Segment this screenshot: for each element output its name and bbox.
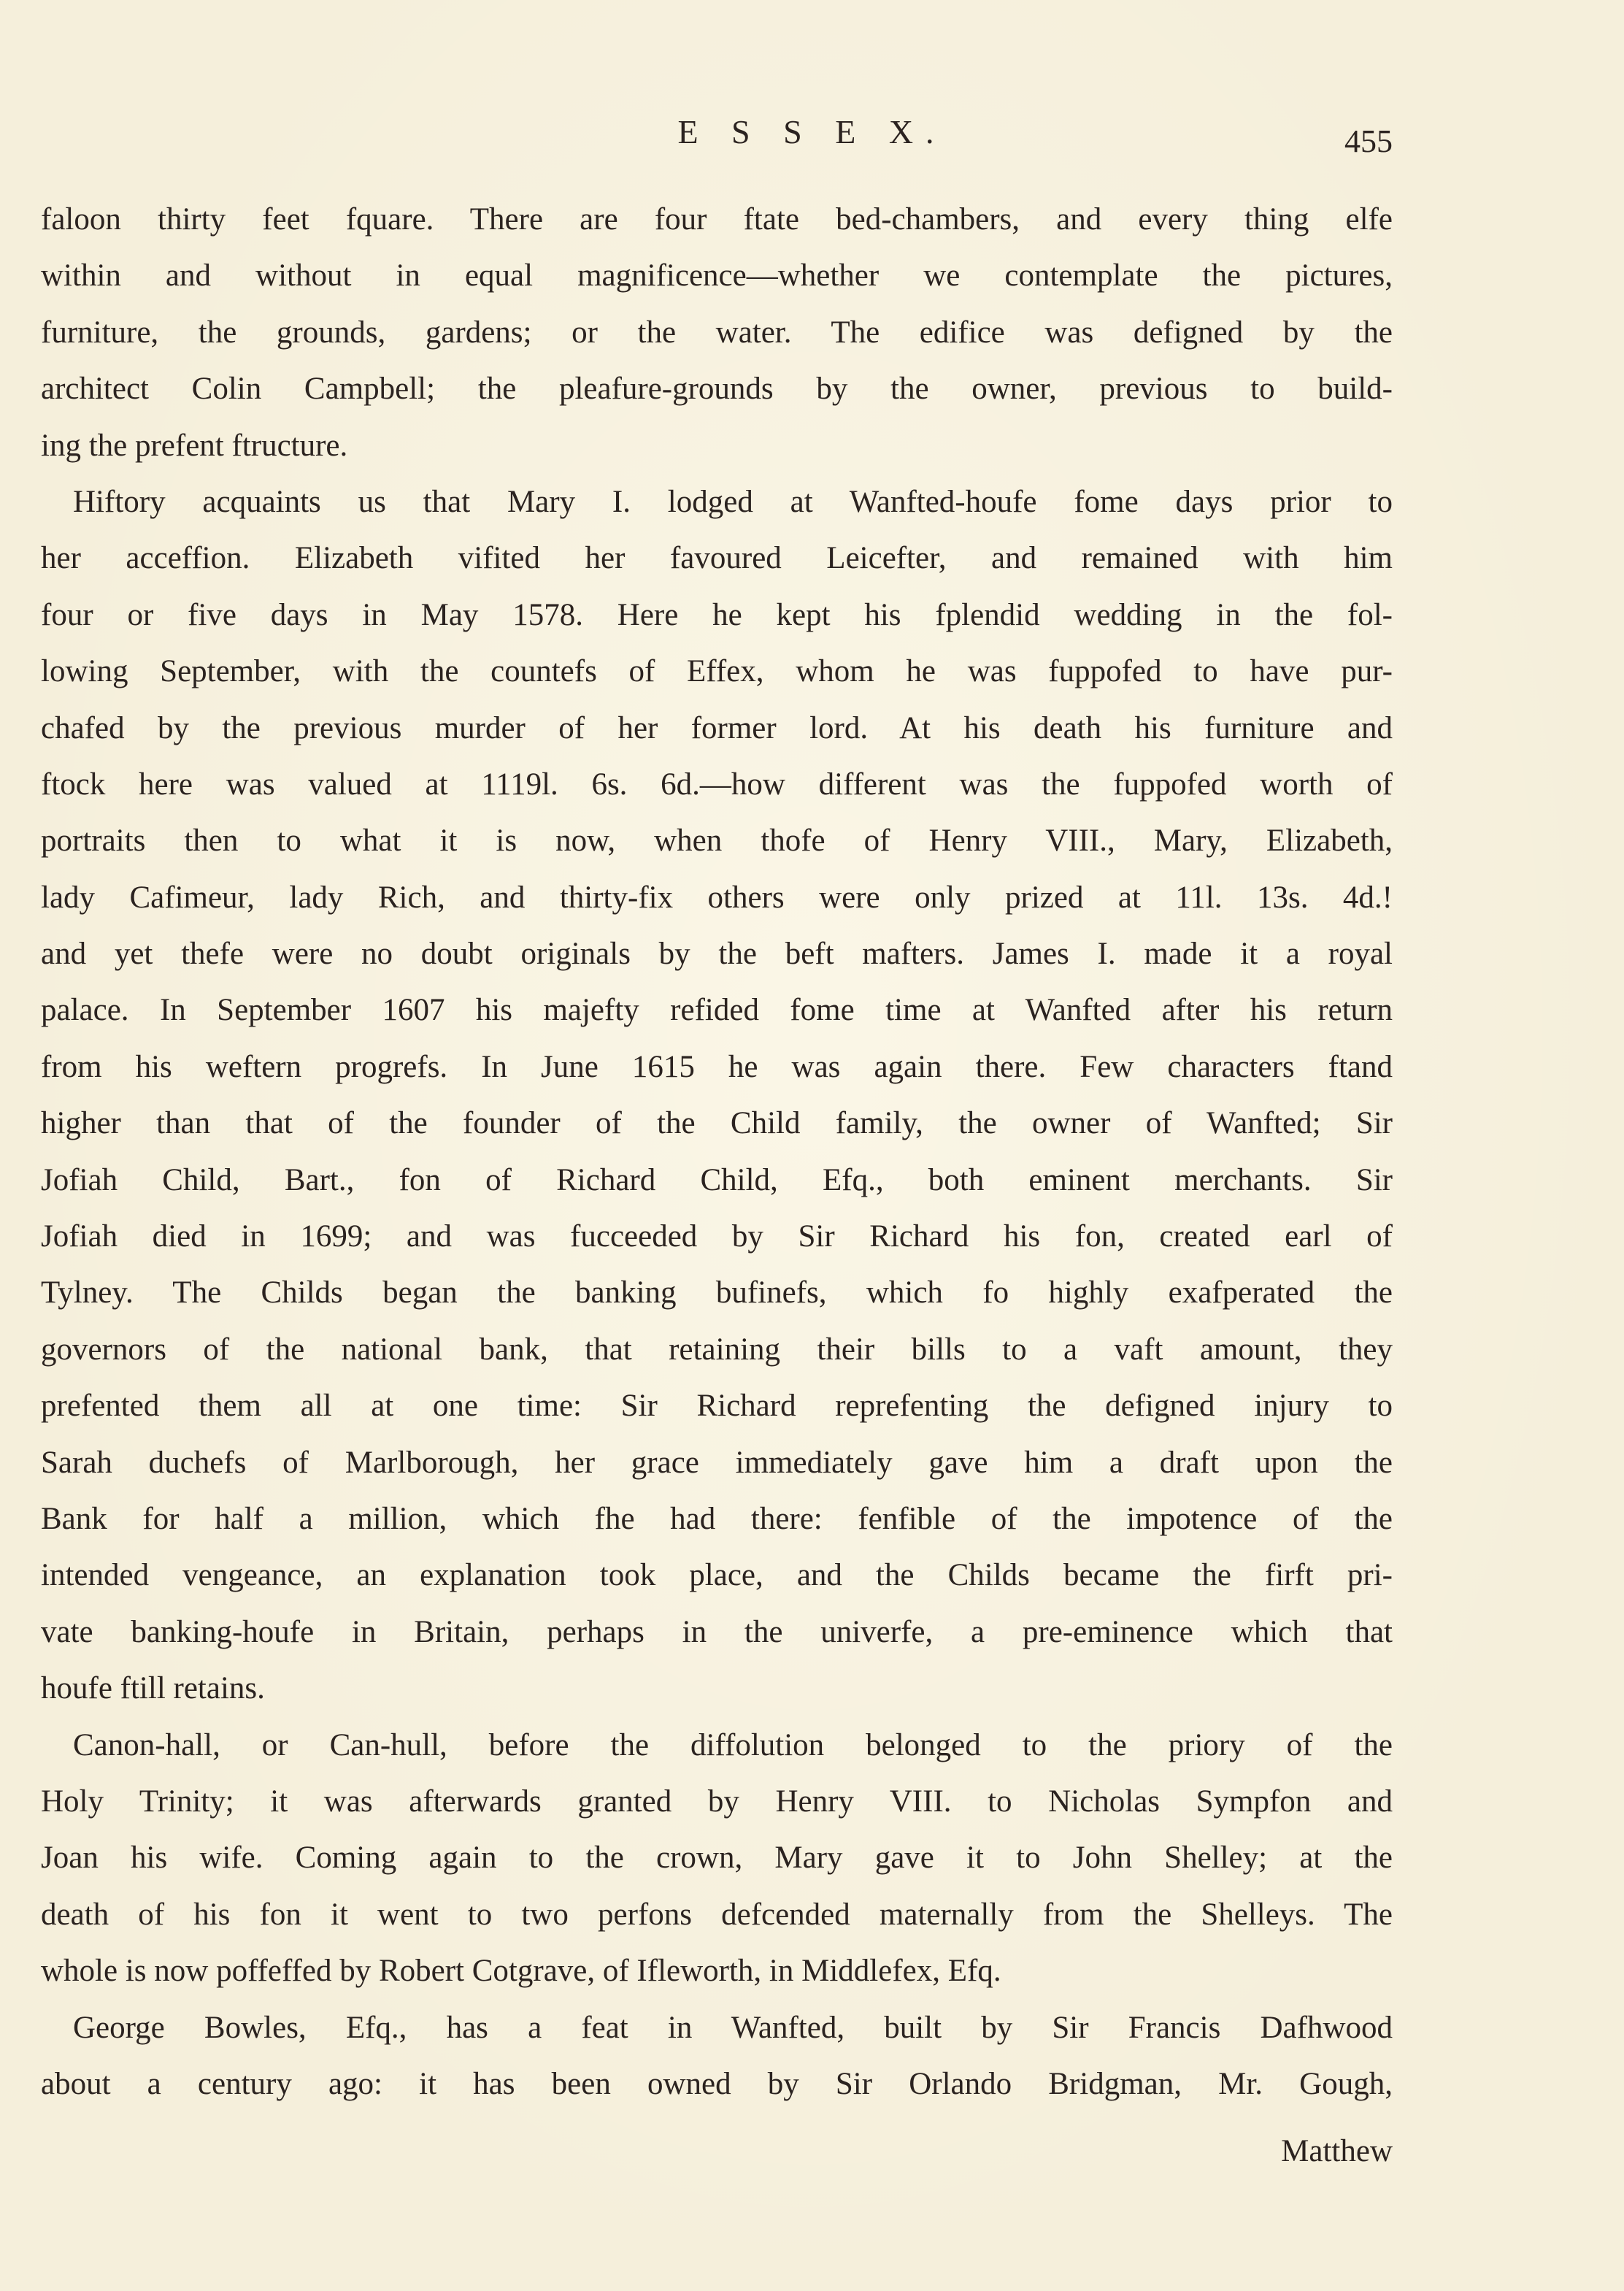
text-line: governors of the national bank, that retaining their bills to a vaft amount, they	[41, 1332, 1393, 1367]
text-line: intended vengeance, an explanation took place, and the Childs became the firft pri-	[41, 1558, 1393, 1593]
text-line: whole is now poffeffed by Robert Cotgrave, of Ifleworth, in Middlefex, Efq.	[41, 1954, 1001, 1989]
text-line: prefented them all at one time: Sir Richard reprefenting the defigned injury to	[41, 1389, 1393, 1424]
text-line: Jofiah died in 1699; and was fucceeded by Sir Richard his fon, created earl of	[41, 1219, 1393, 1254]
text-line: houfe ftill retains.	[41, 1671, 265, 1706]
text-line: ing the prefent ftructure.	[41, 428, 348, 463]
text-line: chafed by the previous murder of her former lord. At his death his furniture and	[41, 710, 1393, 745]
text-line: four or five days in May 1578. Here he kept his fplendid wedding in the fol-	[41, 597, 1393, 632]
text-line: her acceffion. Elizabeth vifited her favoured Leicefter, and remained with him	[41, 541, 1393, 576]
text-line: lowing September, with the countefs of Effex, whom he was fuppofed to have pur-	[41, 654, 1393, 689]
text-line: lady Cafimeur, lady Rich, and thirty-fix others were only prized at 11l. 13s. 4d.!	[41, 880, 1393, 915]
text-line: Holy Trinity; it was afterwards granted by Henry VIII. to Nicholas Sympfon and	[41, 1784, 1393, 1819]
text-line: Tylney. The Childs began the banking bufinefs, which fo highly exafperated the	[41, 1275, 1393, 1310]
paragraph-start-line: George Bowles, Efq., has a feat in Wanfted, built by Sir Francis Dafhwood	[73, 2010, 1393, 2045]
text-line: about a century ago: it has been owned by Sir Orlando Bridgman, Mr. Gough,	[41, 2066, 1393, 2101]
text-line: architect Colin Campbell; the pleafure-grounds by the owner, previous to build-	[41, 372, 1393, 407]
body-text	[41, 191, 1393, 2112]
paragraph-start-line: Canon-hall, or Can-hull, before the diffolution belonged to the priory of the	[73, 1727, 1393, 1762]
paragraph-start-line: Hiftory acquaints us that Mary I. lodged at Wanfted-houfe fome days prior to	[73, 484, 1393, 519]
text-line: within and without in equal magnificence—whether we contemplate the pictures,	[41, 258, 1393, 293]
text-line: Joan his wife. Coming again to the crown, Mary gave it to John Shelley; at the	[41, 1841, 1393, 1876]
text-line: Sarah duchefs of Marlborough, her grace immediately gave him a draft upon the	[41, 1445, 1393, 1480]
text-line: from his weftern progrefs. In June 1615 he was again there. Few characters ftand	[41, 1049, 1393, 1084]
running-title: E S S E X.	[677, 113, 947, 150]
text-line: Bank for half a million, which fhe had there: fenfible of the impotence of the	[41, 1501, 1393, 1536]
text-line: death of his fon it went to two perfons defcended maternally from the Shelleys. The	[41, 1897, 1393, 1932]
text-line: furniture, the grounds, gardens; or the water. The edifice was defigned by the	[41, 315, 1393, 350]
text-line: and yet thefe were no doubt originals by the beft mafters. James I. made it a royal	[41, 937, 1393, 972]
page-number: 455	[1344, 123, 1393, 159]
catchword: Matthew	[1281, 2134, 1393, 2168]
text-line: palace. In September 1607 his majefty refided fome time at Wanfted after his return	[41, 993, 1393, 1028]
text-line: faloon thirty feet fquare. There are four ftate bed-chambers, and every thing elfe	[41, 202, 1393, 237]
text-line: portraits then to what it is now, when thofe of Henry VIII., Mary, Elizabeth,	[41, 824, 1393, 859]
text-line: ftock here was valued at 1119l. 6s. 6d.—how different was the fuppofed worth of	[41, 767, 1393, 802]
text-line: higher than that of the founder of the Child family, the owner of Wanfted; Sir	[41, 1106, 1393, 1141]
text-line: vate banking-houfe in Britain, perhaps in the univerfe, a pre-eminence which that	[41, 1614, 1393, 1649]
text-line: Jofiah Child, Bart., fon of Richard Child, Efq., both eminent merchants. Sir	[41, 1162, 1393, 1197]
